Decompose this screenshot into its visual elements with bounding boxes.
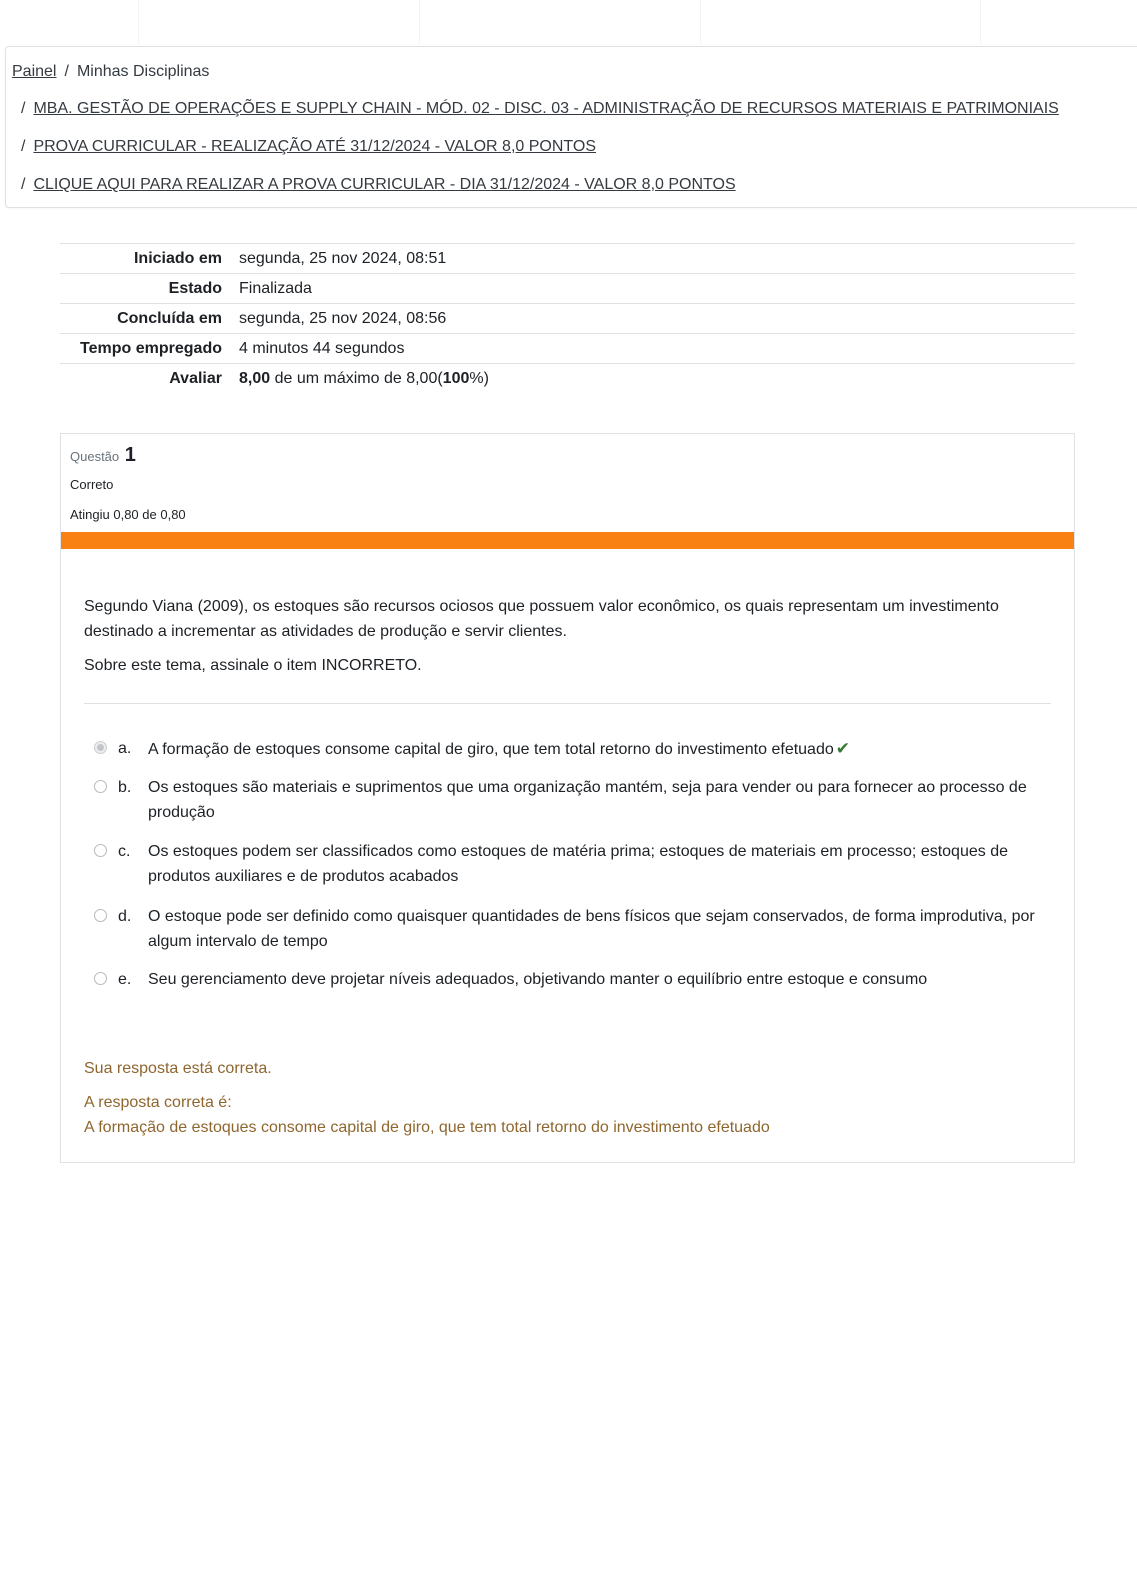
question-grade: Atingiu 0,80 de 0,80 — [70, 507, 186, 522]
feedback-correct-label: A resposta correta é: — [84, 1094, 232, 1111]
check-icon: ✔ — [835, 739, 850, 758]
breadcrumb — [5, 46, 1137, 208]
divider — [419, 0, 420, 44]
radio-button[interactable] — [94, 780, 107, 793]
divider — [700, 0, 701, 44]
summary-row-started — [60, 244, 1075, 274]
top-strip — [0, 0, 1137, 44]
started-label: Iniciado em — [133, 250, 222, 267]
summary-row-state — [60, 274, 1075, 304]
question-instruction: Sobre este tema, assinale o item INCORRETO. — [84, 657, 422, 674]
attempt-summary-table — [60, 243, 1075, 393]
divider — [84, 703, 1051, 704]
breadcrumb-separator: / — [21, 176, 26, 193]
question-number — [70, 444, 136, 467]
completed-label: Concluída em — [117, 310, 222, 327]
grade-end: %) — [469, 370, 489, 387]
radio-button[interactable] — [94, 909, 107, 922]
summary-row-grade — [60, 364, 1075, 394]
question-label: Questão 1 — [70, 444, 136, 466]
time-label: Tempo empregado — [80, 340, 222, 357]
breadcrumb-section: Minhas Disciplinas — [76, 63, 210, 80]
radio-button-checked[interactable] — [94, 741, 107, 754]
answer-text: A formação de estoques consome capital de giro, que tem total retorno do investimento efetuado ✔ — [148, 739, 850, 758]
answer-letter: c. — [118, 843, 131, 860]
breadcrumb-row — [21, 100, 1059, 118]
question-card — [60, 433, 1075, 1163]
summary-row-time — [60, 334, 1075, 364]
breadcrumb-row — [21, 176, 736, 194]
time-value: 4 minutos 44 segundos — [239, 340, 405, 357]
answer-text: Os estoques podem ser classificados como estoques de matéria prima; estoques de materiais em processo; estoques de produtos auxiliares e de produtos acabados — [148, 843, 1008, 885]
breadcrumb-quiz-link[interactable]: CLIQUE AQUI PARA REALIZAR A PROVA CURRICULAR - DIA 31/12/2024 - VALOR 8,0 PONTOS — [33, 176, 736, 193]
breadcrumb-home-link[interactable]: Painel — [12, 63, 57, 80]
answer-text: Os estoques são materiais e suprimentos que uma organização mantém, seja para vender ou para fornecer ao processo de produção — [148, 779, 1027, 821]
feedback-result: Sua resposta está correta. — [84, 1060, 272, 1077]
divider — [138, 0, 139, 44]
started-value: segunda, 25 nov 2024, 08:51 — [239, 250, 447, 267]
grade-percent: 100 — [442, 370, 470, 387]
breadcrumb-row — [21, 138, 596, 156]
summary-row-completed — [60, 304, 1075, 334]
answer-letter: e. — [118, 971, 132, 988]
answer-letter: d. — [118, 908, 132, 925]
grade-mid: de um máximo de 8,00( — [274, 370, 443, 387]
divider — [980, 0, 981, 44]
state-value: Finalizada — [239, 280, 312, 297]
state-label: Estado — [168, 280, 222, 297]
breadcrumb-row — [12, 63, 209, 81]
answer-text: O estoque pode ser definido como quaisquer quantidades de bens físicos que sejam conservados, de forma improdutiva, por algum intervalo de tempo — [148, 908, 1035, 950]
breadcrumb-course-link[interactable]: MBA. GESTÃO DE OPERAÇÕES E SUPPLY CHAIN - MÓD. 02 - DISC. 03 - ADMINISTRAÇÃO DE RECURSOS MATERIAIS E PATRIMONIAIS — [33, 100, 1059, 117]
question-text — [84, 594, 1054, 687]
breadcrumb-separator: / — [64, 63, 69, 80]
question-accent-bar — [61, 532, 1074, 549]
grade-score: 8,00 — [239, 370, 271, 387]
grade-label: Avaliar — [169, 370, 222, 387]
breadcrumb-separator: / — [21, 100, 26, 117]
breadcrumb-separator: / — [21, 138, 26, 155]
question-state: Correto — [70, 477, 114, 492]
question-paragraph: Segundo Viana (2009), os estoques são recursos ociosos que possuem valor econômico, os quais representam um investimento destinado a incrementar as atividades de produção e servir clientes. — [84, 598, 999, 640]
radio-button[interactable] — [94, 844, 107, 857]
answer-letter: b. — [118, 779, 132, 796]
grade-value — [239, 364, 1075, 394]
feedback-correct-answer: A formação de estoques consome capital de giro, que tem total retorno do investimento efetuado — [84, 1119, 770, 1136]
completed-value: segunda, 25 nov 2024, 08:56 — [239, 310, 447, 327]
breadcrumb-exam-link[interactable]: PROVA CURRICULAR - REALIZAÇÃO ATÉ 31/12/2024 - VALOR 8,0 PONTOS — [33, 138, 597, 155]
answer-text: Seu gerenciamento deve projetar níveis adequados, objetivando manter o equilíbrio entre estoque e consumo — [148, 971, 928, 988]
answer-letter: a. — [118, 740, 132, 757]
radio-button[interactable] — [94, 972, 107, 985]
feedback — [84, 1056, 1044, 1140]
